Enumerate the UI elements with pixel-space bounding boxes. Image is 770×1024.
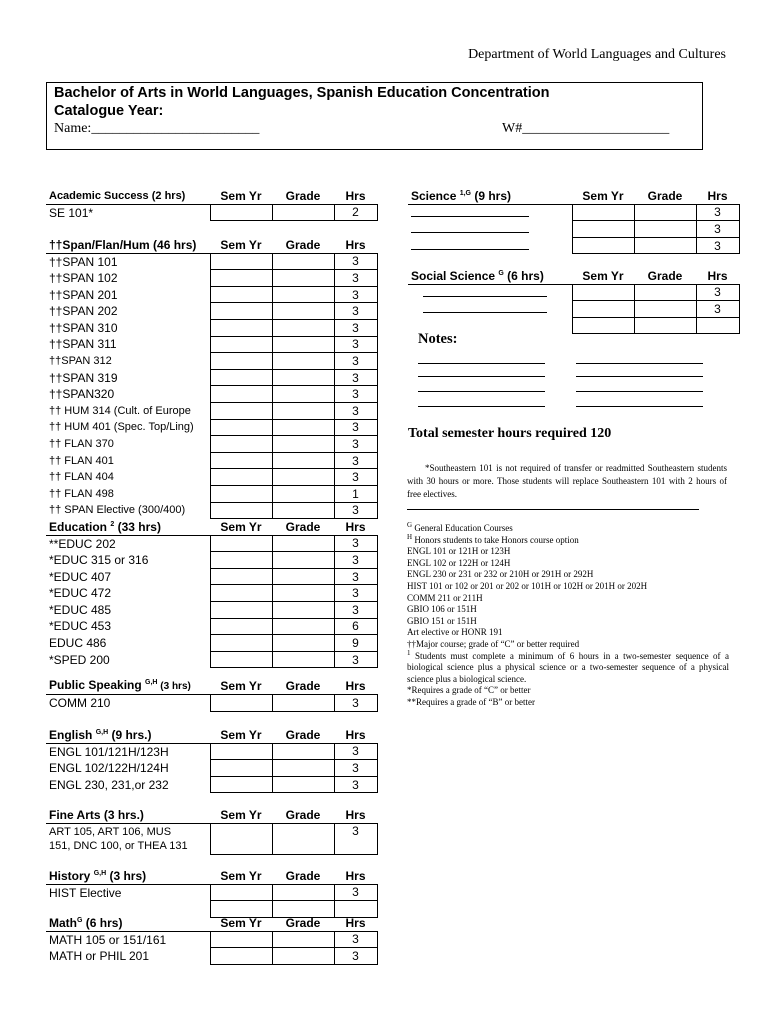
table-row <box>46 568 377 585</box>
note-line[interactable] <box>418 376 545 377</box>
course-name: ††SPAN 312 <box>49 354 112 367</box>
grade-cell[interactable] <box>272 695 334 712</box>
course-name: *EDUC 453 <box>49 619 112 634</box>
course-name: COMM 210 <box>49 696 111 711</box>
sem-yr-cell[interactable] <box>210 760 272 777</box>
grade-header: Grade <box>272 807 334 823</box>
history-table <box>46 868 378 918</box>
hrs-cell: 2 <box>334 204 377 221</box>
title-box <box>46 82 703 150</box>
hrs-cell: 3 <box>334 386 377 403</box>
hrs-cell: 3 <box>334 568 377 585</box>
sem-yr-cell[interactable] <box>210 270 272 287</box>
table-row <box>46 618 377 635</box>
grade-cell[interactable] <box>272 270 334 287</box>
table-row <box>46 884 377 901</box>
table-row <box>46 635 377 652</box>
hrs-header: Hrs <box>334 807 377 823</box>
course-name: ENGL 102/122H/124H <box>49 760 169 775</box>
table-row <box>46 552 377 569</box>
grade-header: Grade <box>634 268 696 284</box>
legend-item: COMM 211 or 211H <box>407 592 483 603</box>
grade-cell[interactable] <box>272 948 334 965</box>
sem-yr-cell[interactable] <box>210 469 272 486</box>
grade-cell[interactable] <box>634 317 696 334</box>
table-row <box>408 284 739 301</box>
section-title: Education $^2$ (33 hrs) <box>46 519 210 535</box>
course-name: ††SPAN320 <box>49 387 115 402</box>
course-name: *SPED 200 <box>49 652 110 667</box>
table-row <box>46 436 377 453</box>
table-row <box>46 469 377 486</box>
sem-yr-header: Sem Yr <box>210 868 272 884</box>
section-title: Science $^{1,G}$ (9 hrs) <box>408 188 572 204</box>
table-row <box>46 601 377 618</box>
social-science-table <box>408 268 740 334</box>
grade-cell[interactable] <box>272 402 334 419</box>
table-row <box>46 743 377 760</box>
legend-item: $^G$ General Education Courses <box>407 521 513 533</box>
total-hours: Total semester hours required 120 <box>408 426 612 441</box>
hrs-cell: 3 <box>334 535 377 552</box>
sem-yr-cell[interactable] <box>210 823 272 855</box>
course-name: SE 101* <box>49 205 94 220</box>
table-row <box>408 221 739 238</box>
sem-yr-cell[interactable] <box>210 884 272 901</box>
divider <box>407 509 699 510</box>
table-row <box>46 419 377 436</box>
sem-yr-cell[interactable] <box>210 618 272 635</box>
sem-yr-cell[interactable] <box>210 651 272 668</box>
section-title: Academic Success (2 hrs) <box>46 188 210 204</box>
table-row <box>46 695 377 712</box>
sem-yr-cell[interactable] <box>210 286 272 303</box>
course-name: MATH 105 or 151/161 <box>49 932 167 947</box>
sem-yr-cell[interactable] <box>572 204 634 221</box>
hrs-cell: 3 <box>334 303 377 320</box>
course-name: HIST Elective <box>49 885 122 900</box>
hrs-cell: 3 <box>334 585 377 602</box>
course-name: *EDUC 472 <box>49 586 112 601</box>
grade-cell[interactable] <box>272 502 334 519</box>
note-line[interactable] <box>576 406 703 407</box>
grade-cell[interactable] <box>272 601 334 618</box>
course-blank[interactable] <box>408 221 572 238</box>
hrs-cell <box>696 317 739 334</box>
grade-cell[interactable] <box>272 931 334 948</box>
sem-yr-cell[interactable] <box>210 303 272 320</box>
sem-yr-cell[interactable] <box>572 221 634 238</box>
table-row <box>46 502 377 519</box>
grade-b-note: **Requires a grade of “B” or better <box>407 696 535 707</box>
grade-cell[interactable] <box>272 760 334 777</box>
sem-yr-cell[interactable] <box>210 436 272 453</box>
hrs-cell: 3 <box>334 601 377 618</box>
course-name: *EDUC 407 <box>49 569 112 584</box>
table-row <box>46 204 377 221</box>
sem-yr-cell[interactable] <box>210 452 272 469</box>
course-blank[interactable] <box>408 237 572 254</box>
course-name: ††SPAN 201 <box>49 287 118 302</box>
english-table <box>46 727 378 793</box>
hrs-cell: 3 <box>696 204 739 221</box>
fine-arts-table <box>46 807 378 855</box>
hrs-cell: 3 <box>334 695 377 712</box>
grade-cell[interactable] <box>272 204 334 221</box>
course-name: ††SPAN 202 <box>49 304 118 319</box>
course-name: †† FLAN 404 <box>49 471 114 484</box>
sem-yr-cell[interactable] <box>210 502 272 519</box>
grade-cell[interactable] <box>272 618 334 635</box>
sem-yr-cell[interactable] <box>210 635 272 652</box>
grade-cell[interactable] <box>272 419 334 436</box>
academic-success-table <box>46 188 378 221</box>
sem-yr-header: Sem Yr <box>210 727 272 743</box>
table-row <box>46 776 377 793</box>
course-name: †† SPAN Elective (300/400) <box>49 504 186 517</box>
course-blank[interactable] <box>408 204 572 221</box>
sem-yr-header: Sem Yr <box>210 915 272 931</box>
legend-item: GBIO 106 or 151H <box>407 604 477 615</box>
sem-yr-cell[interactable] <box>210 535 272 552</box>
section-title: Fine Arts (3 hrs.) <box>46 807 210 823</box>
sem-yr-cell[interactable] <box>210 485 272 502</box>
sem-yr-cell[interactable] <box>210 776 272 793</box>
se101-note: *Southeastern 101 is not required of transfer or readmitted Southeastern students with 30 hours or more. Those students will replace Southeastern 101 with 2 hours of free electives. <box>407 463 727 499</box>
hrs-cell: 3 <box>334 884 377 901</box>
table-row <box>46 585 377 602</box>
course-name: *EDUC 485 <box>49 602 112 617</box>
section-title: English $^{G,H}$ (9 hrs.) <box>46 727 210 743</box>
sem-yr-header: Sem Yr <box>210 678 272 695</box>
note-line[interactable] <box>418 391 545 392</box>
grade-c-note: *Requires a grade of “C” or better <box>407 685 531 696</box>
hrs-header: Hrs <box>334 188 377 204</box>
hrs-cell: 3 <box>334 743 377 760</box>
grade-cell[interactable] <box>272 635 334 652</box>
hrs-cell: 3 <box>334 286 377 303</box>
legend-item: HIST 101 or 102 or 201 or 202 or 101H or 102H or 201H or 202H <box>407 580 648 591</box>
grade-cell[interactable] <box>272 823 334 855</box>
grade-cell[interactable] <box>272 585 334 602</box>
grade-cell[interactable] <box>272 535 334 552</box>
sem-yr-cell[interactable] <box>210 402 272 419</box>
course-line: 151, DNC 100, or THEA 131 <box>49 839 188 852</box>
course-name: †† HUM 401 (Spec. Top/Ling) <box>49 421 194 434</box>
course-line: ART 105, ART 106, MUS <box>49 825 172 838</box>
hrs-cell: 3 <box>334 502 377 519</box>
grade-header: Grade <box>272 237 334 253</box>
sem-yr-cell[interactable] <box>210 601 272 618</box>
hrs-cell: 3 <box>334 760 377 777</box>
table-row <box>46 303 377 320</box>
table-row <box>46 319 377 336</box>
grade-cell[interactable] <box>272 253 334 270</box>
name-field[interactable]: Name:________________________ <box>54 121 260 136</box>
hrs-cell: 3 <box>334 319 377 336</box>
course-name: ††SPAN 101 <box>49 254 118 269</box>
program-title: Bachelor of Arts in World Languages, Spanish Education Concentration <box>54 85 550 101</box>
table-row <box>46 760 377 777</box>
hrs-cell: 6 <box>334 618 377 635</box>
table-row <box>46 823 377 855</box>
table-row <box>46 336 377 353</box>
sem-yr-cell[interactable] <box>210 336 272 353</box>
sem-yr-header: Sem Yr <box>572 268 634 284</box>
grade-cell[interactable] <box>634 204 696 221</box>
sem-yr-cell[interactable] <box>210 204 272 221</box>
note-line[interactable] <box>418 406 545 407</box>
sem-yr-cell[interactable] <box>210 948 272 965</box>
course-name: EDUC 486 <box>49 635 107 650</box>
table-row <box>408 317 739 334</box>
math-table <box>46 915 378 965</box>
notes-title: Notes: <box>418 331 458 347</box>
table-row <box>46 485 377 502</box>
section-title: History $^{G,H}$ (3 hrs) <box>46 868 210 884</box>
sem-yr-header: Sem Yr <box>210 237 272 253</box>
note-line[interactable] <box>576 376 703 377</box>
footnote-legend <box>407 523 729 709</box>
sem-yr-header: Sem Yr <box>572 188 634 204</box>
note-line[interactable] <box>576 363 703 364</box>
sem-yr-cell[interactable] <box>210 568 272 585</box>
hrs-cell: 3 <box>334 270 377 287</box>
sem-yr-header: Sem Yr <box>210 188 272 204</box>
hrs-header: Hrs <box>334 727 377 743</box>
table-row <box>46 353 377 370</box>
sem-yr-cell[interactable] <box>210 353 272 370</box>
hrs-cell: 3 <box>334 651 377 668</box>
grade-cell[interactable] <box>272 743 334 760</box>
table-row <box>408 301 739 318</box>
grade-cell[interactable] <box>634 221 696 238</box>
department-name: Department of World Languages and Cultures <box>468 47 726 62</box>
grade-cell[interactable] <box>634 237 696 254</box>
table-row <box>46 402 377 419</box>
public-speaking-table <box>46 678 378 712</box>
grade-header: Grade <box>272 519 334 535</box>
legend-item: ENGL 230 or 231 or 232 or 210H or 291H or 292H <box>407 569 594 580</box>
table-row <box>408 237 739 254</box>
grade-cell[interactable] <box>634 284 696 301</box>
grade-header: Grade <box>634 188 696 204</box>
course-name: †† FLAN 498 <box>49 487 114 500</box>
legend-item: ENGL 102 or 122H or 124H <box>407 557 511 568</box>
hrs-cell: 3 <box>334 253 377 270</box>
grade-cell[interactable] <box>272 776 334 793</box>
hrs-cell: 3 <box>334 369 377 386</box>
grade-header: Grade <box>272 678 334 695</box>
course-name: ††SPAN 311 <box>49 337 117 352</box>
table-row <box>46 948 377 965</box>
grade-header: Grade <box>272 915 334 931</box>
legend-item: ENGL 101 or 121H or 123H <box>407 546 511 557</box>
sem-yr-cell[interactable] <box>210 369 272 386</box>
hrs-header: Hrs <box>696 268 739 284</box>
section-title: Social Science $^G$ (6 hrs) <box>408 268 572 284</box>
sem-yr-cell[interactable] <box>572 301 634 318</box>
grade-cell[interactable] <box>272 386 334 403</box>
hrs-cell: 3 <box>334 402 377 419</box>
legend-item: $^H$ Honors students to take Honors course option <box>407 532 579 545</box>
course-name: †† FLAN 401 <box>49 454 114 467</box>
hrs-cell: 3 <box>334 336 377 353</box>
grade-header: Grade <box>272 868 334 884</box>
note-line[interactable] <box>576 391 703 392</box>
grade-cell[interactable] <box>272 884 334 901</box>
grade-cell[interactable] <box>272 319 334 336</box>
hrs-header: Hrs <box>334 868 377 884</box>
table-row <box>46 931 377 948</box>
catalogue-year-label: Catalogue Year: <box>54 103 164 119</box>
hrs-cell: 3 <box>334 419 377 436</box>
education-table <box>46 519 378 668</box>
sem-yr-header: Sem Yr <box>210 807 272 823</box>
table-row <box>46 369 377 386</box>
course-blank[interactable] <box>408 301 572 318</box>
sem-yr-cell[interactable] <box>210 419 272 436</box>
table-row <box>46 535 377 552</box>
hrs-cell: 3 <box>334 452 377 469</box>
hrs-header: Hrs <box>696 188 739 204</box>
grade-cell[interactable] <box>272 552 334 569</box>
w-number-field[interactable]: W#_____________________ <box>502 121 670 136</box>
course-name <box>46 823 210 855</box>
course-name: ENGL 230, 231,or 232 <box>49 777 169 792</box>
course-name: ††SPAN 102 <box>49 270 118 285</box>
sem-yr-cell[interactable] <box>572 317 634 334</box>
sem-yr-cell[interactable] <box>210 552 272 569</box>
grade-cell[interactable] <box>272 286 334 303</box>
grade-cell[interactable] <box>634 301 696 318</box>
grade-header: Grade <box>272 188 334 204</box>
table-row <box>46 270 377 287</box>
sem-yr-cell[interactable] <box>210 253 272 270</box>
sem-yr-cell[interactable] <box>572 284 634 301</box>
hrs-cell: 3 <box>334 776 377 793</box>
hrs-header: Hrs <box>334 519 377 535</box>
sem-yr-cell[interactable] <box>572 237 634 254</box>
grade-cell[interactable] <box>272 436 334 453</box>
hrs-cell: 1 <box>334 485 377 502</box>
sem-yr-header: Sem Yr <box>210 519 272 535</box>
grade-header: Grade <box>272 727 334 743</box>
hrs-cell: 9 <box>334 635 377 652</box>
table-row <box>46 286 377 303</box>
hrs-cell: 3 <box>334 436 377 453</box>
legend-item: Art elective or HONR 191 <box>407 627 503 638</box>
grade-cell[interactable] <box>272 469 334 486</box>
hrs-cell: 3 <box>696 237 739 254</box>
course-name: ††SPAN 310 <box>49 320 118 335</box>
grade-cell[interactable] <box>272 303 334 320</box>
course-name: ENGL 101/121H/123H <box>49 744 169 759</box>
grade-cell[interactable] <box>272 568 334 585</box>
hrs-cell: 3 <box>334 552 377 569</box>
grade-cell[interactable] <box>272 353 334 370</box>
hrs-cell: 3 <box>334 469 377 486</box>
hrs-cell: 3 <box>334 353 377 370</box>
legend-item: ††Major course; grade of “C” or better required <box>407 638 580 649</box>
grade-cell[interactable] <box>272 336 334 353</box>
section-title: ††Span/Flan/Hum (46 hrs) <box>46 237 210 253</box>
grade-cell[interactable] <box>272 651 334 668</box>
course-name: †† HUM 314 (Cult. of Europe <box>49 404 191 417</box>
hrs-header: Hrs <box>334 915 377 931</box>
legend-item: GBIO 151 or 151H <box>407 615 477 626</box>
sem-yr-cell[interactable] <box>210 585 272 602</box>
hrs-cell: 3 <box>334 931 377 948</box>
section-title: Public Speaking $^{G,H}$ (3 hrs) <box>46 678 210 695</box>
sem-yr-cell[interactable] <box>210 319 272 336</box>
section-title: Math$^G$ (6 hrs) <box>46 915 210 931</box>
hrs-cell: 3 <box>334 823 377 855</box>
hrs-header: Hrs <box>334 678 377 695</box>
sem-yr-cell[interactable] <box>210 743 272 760</box>
table-row <box>46 386 377 403</box>
note-line[interactable] <box>418 363 545 364</box>
course-blank[interactable] <box>408 284 572 301</box>
hrs-header: Hrs <box>334 237 377 253</box>
table-row <box>46 651 377 668</box>
table-row <box>46 452 377 469</box>
course-name: **EDUC 202 <box>49 536 116 551</box>
table-row <box>46 253 377 270</box>
table-row <box>408 204 739 221</box>
hrs-cell: 3 <box>696 221 739 238</box>
span-flan-hum-table <box>46 237 378 519</box>
sem-yr-cell[interactable] <box>210 386 272 403</box>
hrs-cell: 3 <box>696 284 739 301</box>
sem-yr-cell[interactable] <box>210 695 272 712</box>
sem-yr-cell[interactable] <box>210 931 272 948</box>
science-table <box>408 188 740 254</box>
course-name: †† FLAN 370 <box>49 437 114 450</box>
sequence-note: $^1$ Students must complete a minimum of 6 hours in a two-semester sequence of a biological science plus a physical science or a two-semester sequence of a physical science plus a biological science. <box>407 648 729 684</box>
hrs-cell: 3 <box>696 301 739 318</box>
grade-cell[interactable] <box>272 485 334 502</box>
course-name: MATH or PHIL 201 <box>49 948 150 963</box>
course-name: *EDUC 315 or 316 <box>49 552 149 567</box>
hrs-cell: 3 <box>334 948 377 965</box>
grade-cell[interactable] <box>272 369 334 386</box>
course-name: ††SPAN 319 <box>49 370 118 385</box>
grade-cell[interactable] <box>272 452 334 469</box>
